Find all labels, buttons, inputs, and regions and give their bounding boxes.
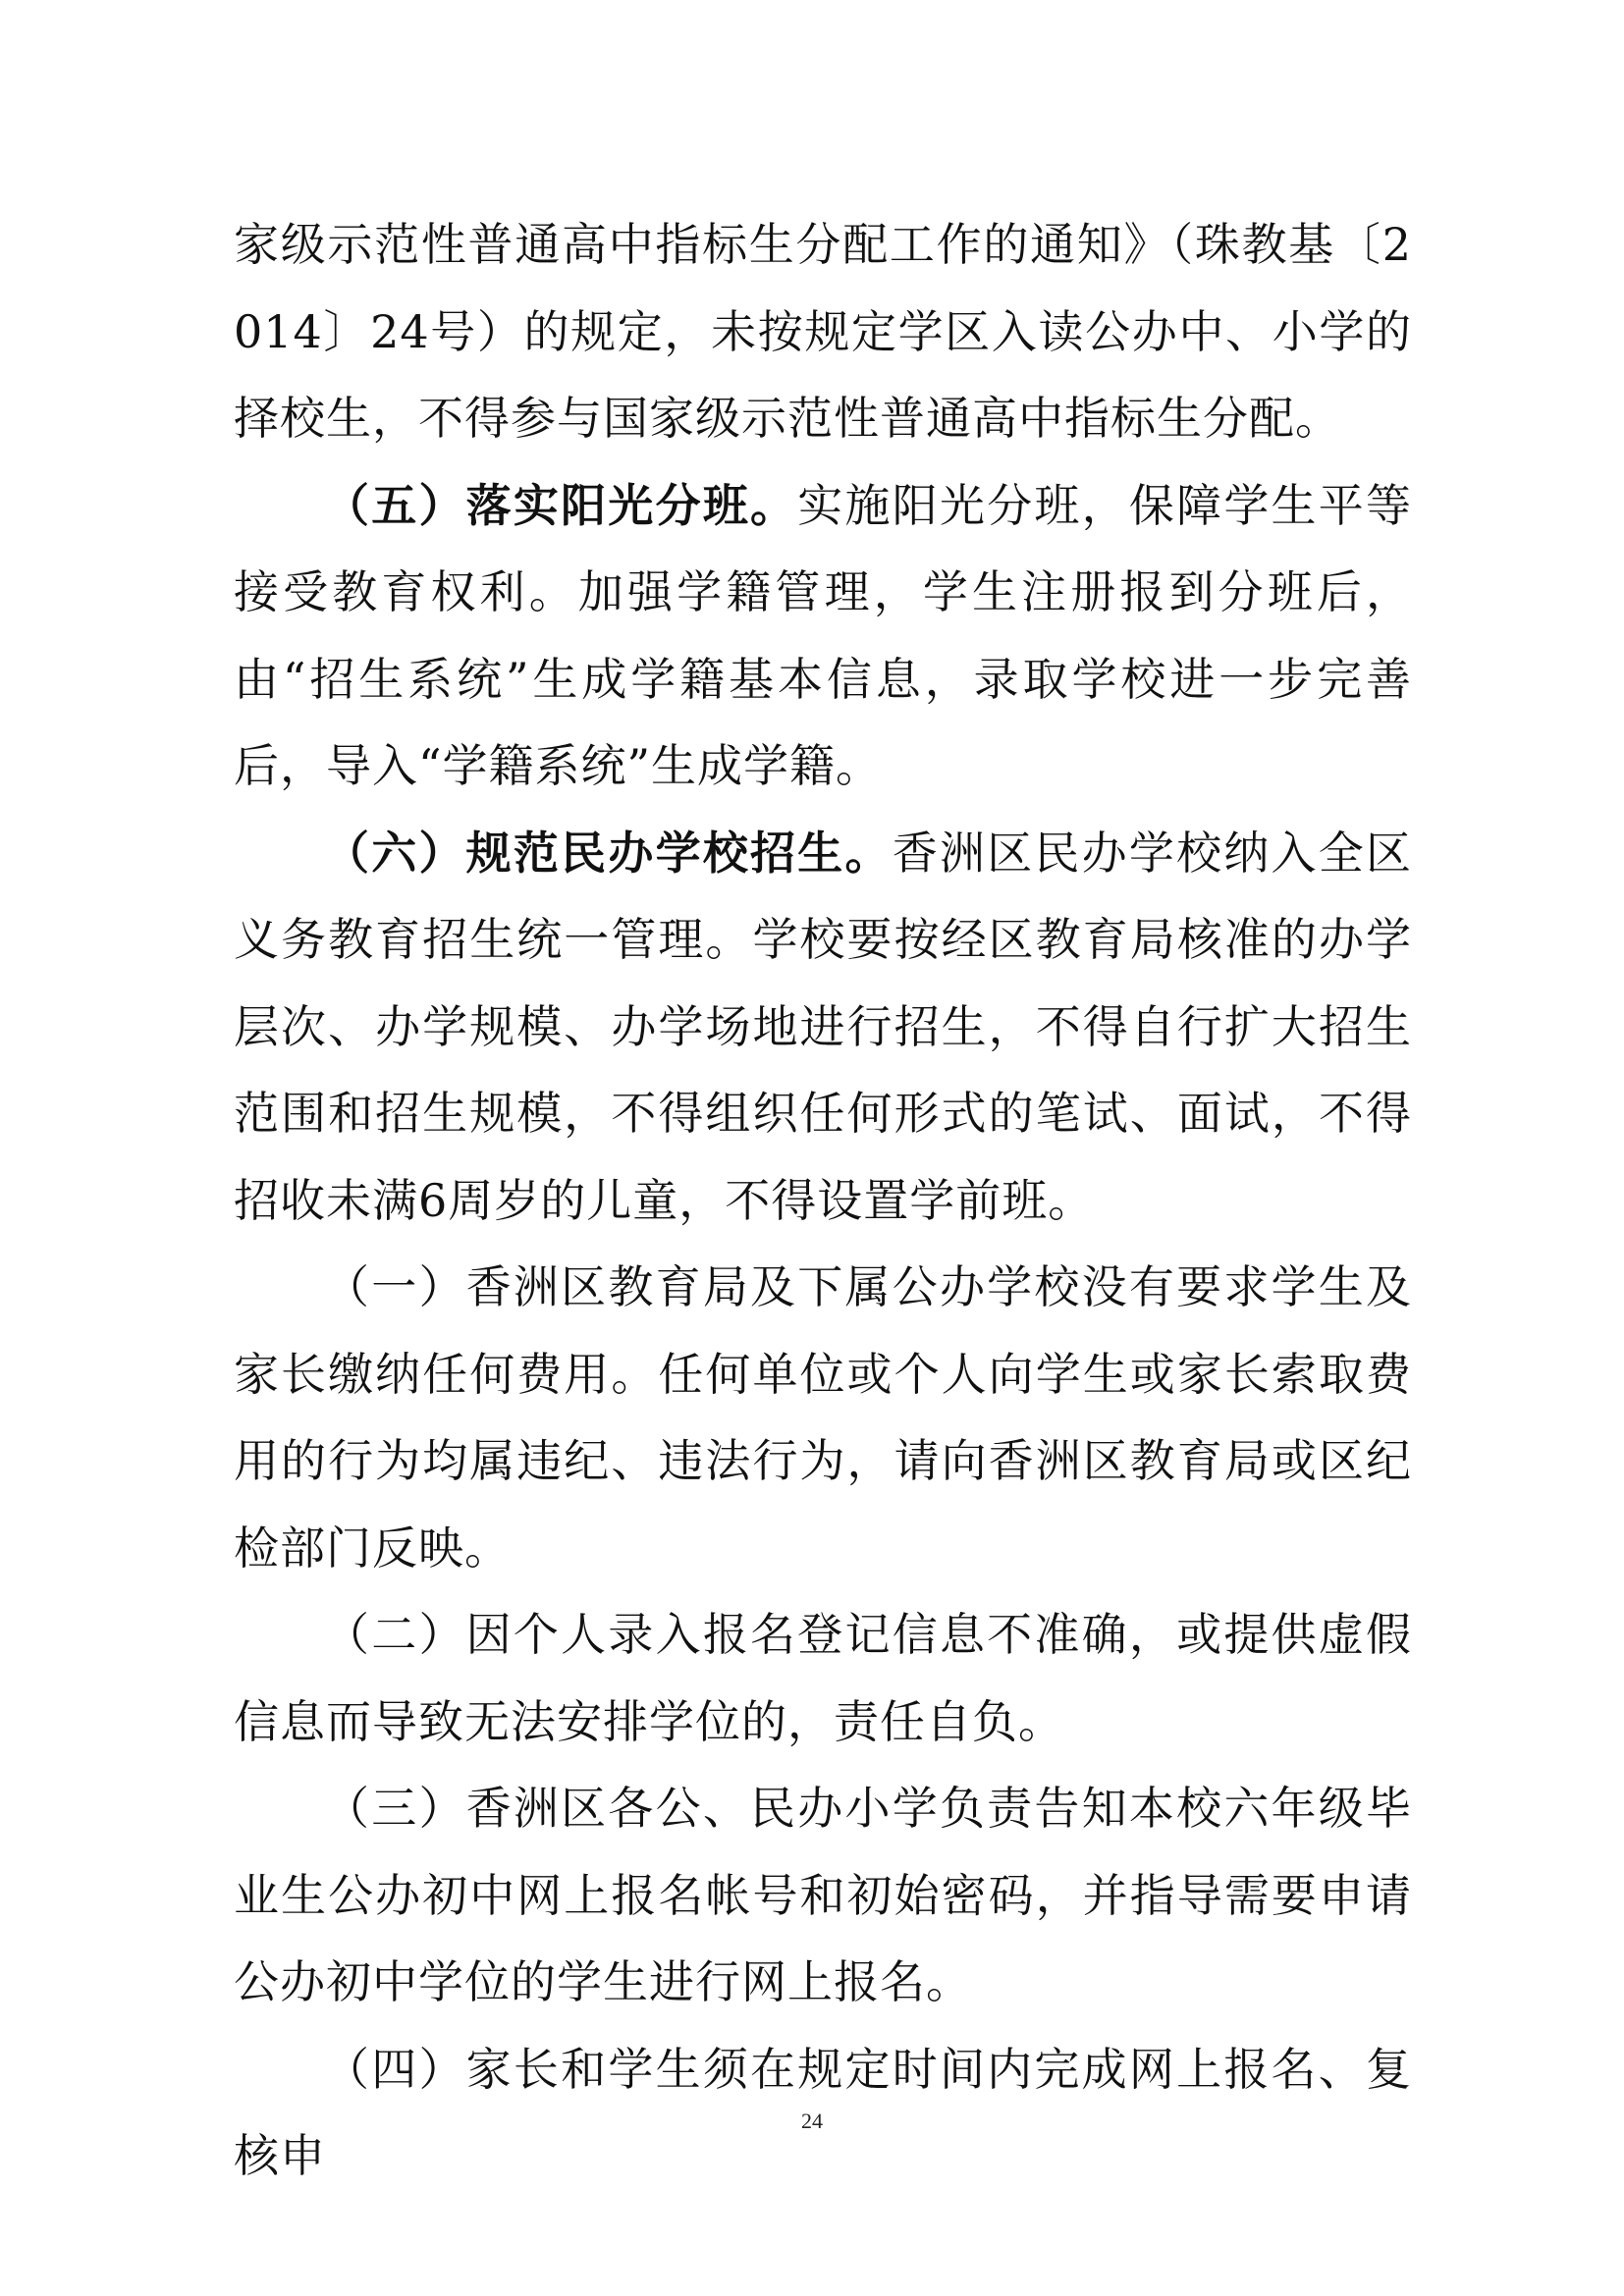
paragraph-text: 实施阳光分班，保障学生平等接受教育权利。加强学籍管理，学生注册报到分班后，由“招生系统”生成学籍基本信息，录取学校进一步完善后，导入“学籍系统”生成学籍。: [234, 478, 1413, 792]
paragraph-text: 家级示范性普通高中指标生分配工作的通知》（珠教基〔2014〕24号）的规定，未按规定学区入读公办中、小学的择校生，不得参与国家级示范性普通高中指标生分配。: [234, 218, 1412, 445]
notice-item-3: [234, 1765, 1412, 2026]
paragraph-continuation: [234, 201, 1412, 462]
paragraph-lead: （五）落实阳光分班。: [324, 478, 798, 532]
page-body: [234, 201, 1412, 2200]
paragraph-private-school: [234, 810, 1412, 1245]
paragraph-lead: （六）规范民办学校招生。: [324, 826, 893, 880]
paragraph-sunshine-class: [234, 462, 1412, 810]
paragraph-text: （三）香洲区各公、民办小学负责告知本校六年级毕业生公办初中网上报名帐号和初始密码，并指导需要申请公办初中学位的学生进行网上报名。: [234, 1782, 1412, 2008]
paragraph-text: （二）因个人录入报名登记信息不准确，或提供虚假信息而导致无法安排学位的，责任自负。: [234, 1608, 1412, 1748]
paragraph-text: （四）家长和学生须在规定时间内完成网上报名、复核申: [234, 2042, 1412, 2182]
paragraph-text: 香洲区民办学校纳入全区义务教育招生统一管理。学校要按经区教育局核准的办学层次、办学规模、办学场地进行招生，不得自行扩大招生范围和招生规模，不得组织任何形式的笔试、面试，不得招收未满6周岁的儿童，不得设置学前班。: [234, 826, 1413, 1227]
notice-item-2: [234, 1591, 1412, 1765]
notice-item-1: [234, 1244, 1412, 1591]
paragraph-text: （一）香洲区教育局及下属公办学校没有要求学生及家长缴纳任何费用。任何单位或个人向学生或家长索取费用的行为均属违纪、违法行为，请向香洲区教育局或区纪检部门反映。: [234, 1260, 1412, 1575]
page-number: 24: [801, 2109, 823, 2133]
